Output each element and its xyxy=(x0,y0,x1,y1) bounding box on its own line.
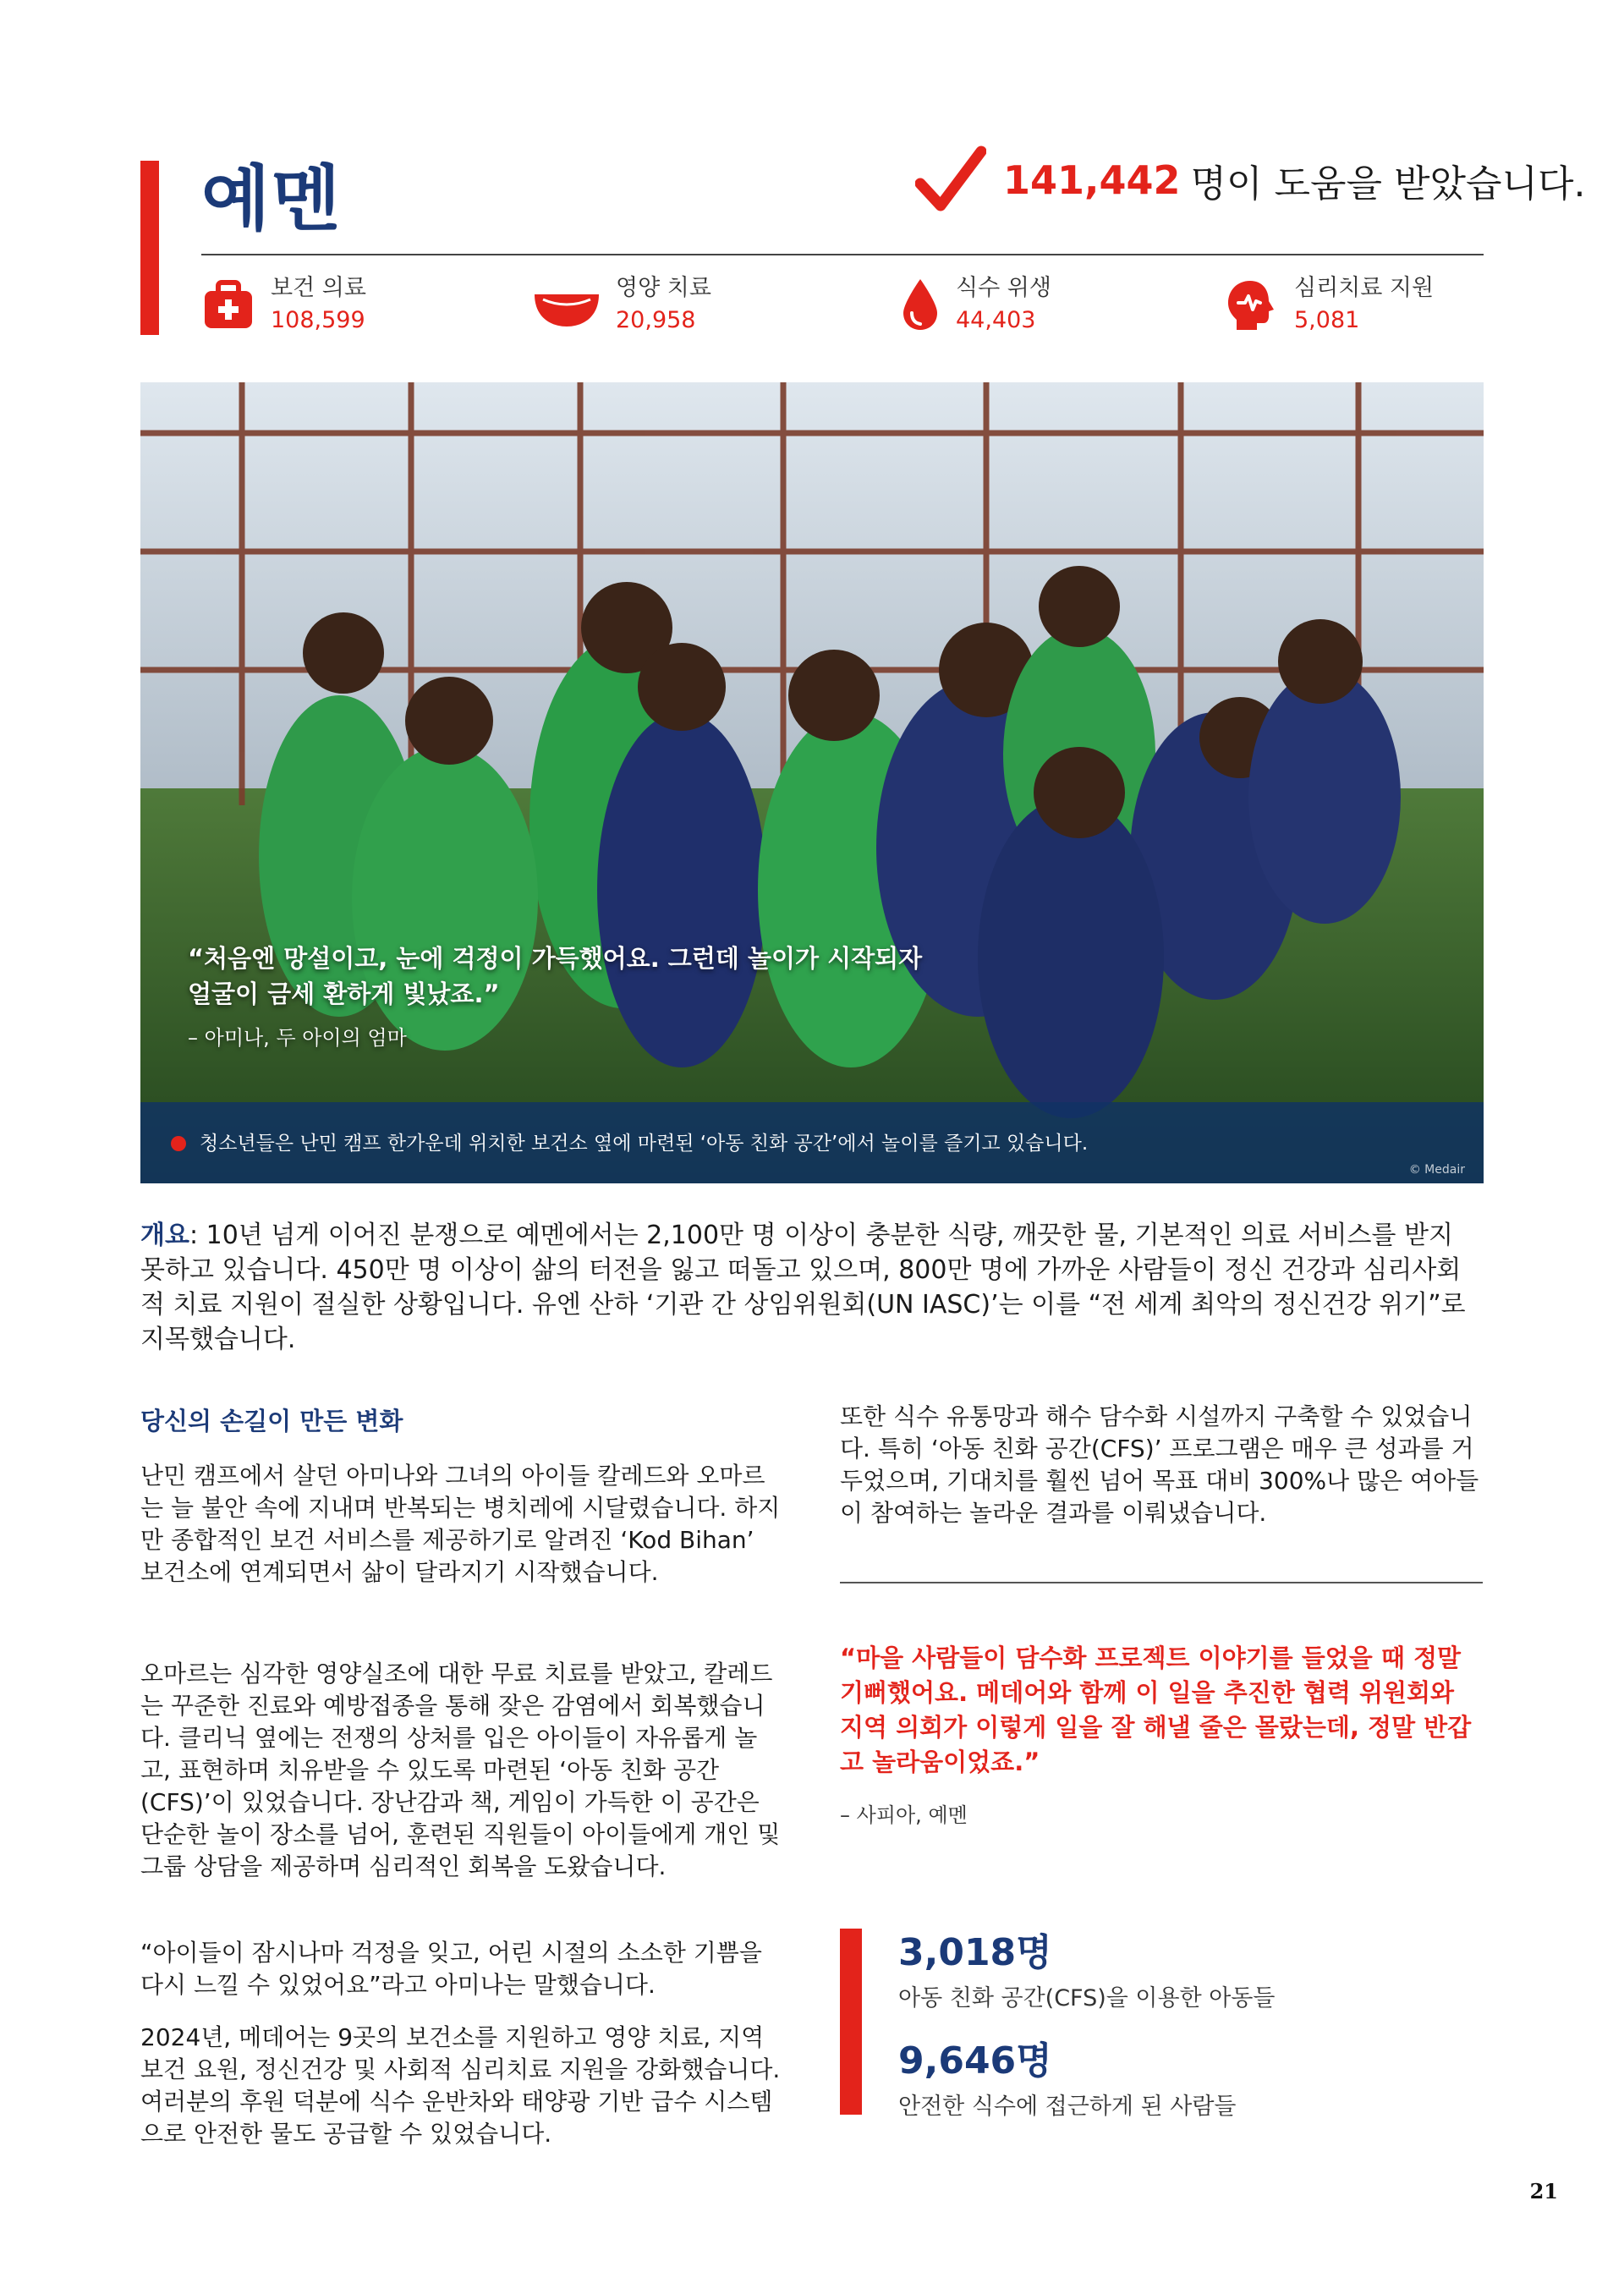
medical-kit-icon xyxy=(201,277,255,332)
story-paragraph-right: 또한 식수 유통망과 해수 담수화 시설까지 구축할 수 있었습니다. 특히 ‘아동 친화 공간(CFS)’ 프로그램은 매우 큰 성과를 거두었으며, 기대치를 훨씬 넘어 목표 대비 300%나 많은 여아들이 참여하는 놀라운 결과를 이뤄냈습니다. xyxy=(840,1402,1479,1527)
bullet-dot-icon xyxy=(171,1136,186,1151)
pull-quote-attribution: – 사피아, 예멘 xyxy=(840,1803,968,1827)
overview-label: 개요 xyxy=(140,1221,189,1250)
hero-photo xyxy=(140,382,1484,1183)
stat-health xyxy=(201,272,366,337)
stat-value: 44,403 xyxy=(956,307,1036,333)
photo-caption: 청소년들은 난민 캠프 한가운데 위치한 보건소 옆에 마련된 ‘아동 친화 공간’에서 놀이를 즐기고 있습니다. xyxy=(200,1133,1089,1155)
helped-count: 141,442 xyxy=(1003,157,1181,203)
water-drop-icon xyxy=(900,277,941,332)
highlights-accent-bar xyxy=(840,1929,862,2115)
bowl-icon xyxy=(533,277,601,332)
overview-text: : 10년 넘게 이어진 분쟁으로 예멘에서는 2,100만 명 이상이 충분한 식량, 깨끗한 물, 기본적인 의료 서비스를 받지 못하고 있습니다. 450만 명 이상이 삶의 터전을 잃고 떠돌고 있으며, 800만 명에 가까운 사람들이 정신 건강과 심리사회적 치료 지원이 절실한 상황입니다. 유엔 산하 ‘기관 간 상임위원회(UN IASC)’는 이를 “전 세계 최악의 정신건강 위기”로 지목했습니다. xyxy=(140,1221,1466,1354)
children-group-photo xyxy=(140,382,1484,1183)
photo-quote-attribution: – 아미나, 두 아이의 엄마 xyxy=(188,1026,407,1050)
stat-label: 보건 의료 xyxy=(271,275,366,301)
mind-heart-icon xyxy=(1225,277,1279,332)
story-paragraph: 난민 캠프에서 살던 아미나와 그녀의 아이들 칼레드와 오마르는 늘 불안 속에 지내며 반복되는 병치레에 시달렸습니다. 하지만 종합적인 보건 서비스를 제공하기로 알려진 ‘Kod Bihan’ 보건소에 연계되면서 삶이 달라지기 시작했습니다. xyxy=(140,1462,781,1586)
pull-quote: “마을 사람들이 담수화 프로젝트 이야기를 들었을 때 정말 기뻐했어요. 메데어와 함께 이 일을 추진한 협력 위원회와 지역 의회가 이렇게 일을 잘 해낼 줄은 몰랐는데, 정말 반갑고 놀라움이었죠.” xyxy=(840,1644,1472,1776)
stat-psych xyxy=(1225,272,1434,337)
stat-value: 108,599 xyxy=(271,307,365,333)
overview-paragraph xyxy=(140,1218,1485,1357)
stat-value: 5,081 xyxy=(1294,307,1360,333)
checkmark-icon xyxy=(915,145,986,216)
photo-quote: “처음엔 망설이고, 눈에 걱정이 가득했어요. 그런데 놀이가 시작되자 얼굴이 금세 환하게 빛났죠.” xyxy=(188,944,923,1008)
stat-label: 심리치료 지원 xyxy=(1294,275,1435,301)
photo-caption-band xyxy=(140,1102,1484,1183)
stat-value: 20,958 xyxy=(616,307,696,333)
page-number: 21 xyxy=(1529,2179,1558,2203)
section-heading: 당신의 손길이 만든 변화 xyxy=(140,1407,403,1435)
highlight-label: 아동 친화 공간(CFS)을 이용한 아동들 xyxy=(898,1985,1276,2011)
highlight-label: 안전한 식수에 접근하게 된 사람들 xyxy=(898,2094,1237,2120)
column-divider xyxy=(840,1582,1483,1583)
page-title: 예멘 xyxy=(201,157,343,240)
stat-label: 영양 치료 xyxy=(616,275,711,301)
story-paragraph: 오마르는 심각한 영양실조에 대한 무료 치료를 받았고, 칼레드는 꾸준한 진료와 예방접종을 통해 잦은 감염에서 회복했습니다. 클리닉 옆에는 전쟁의 상처를 입은 아이들이 자유롭게 놀고, 표현하며 치유받을 수 있도록 마련된 ‘아동 친화 공간(CFS)’이 있었습니다. 장난감과 책, 게임이 가득한 이 공간은 단순한 놀이 장소를 넘어, 훈련된 직원들이 아이들에게 개인 및 그룹 상담을 제공하며 심리적인 회복을 도왔습니다. xyxy=(140,1660,781,1880)
helped-summary xyxy=(915,142,1586,218)
highlight-number: 9,646명 xyxy=(898,2039,1052,2083)
story-paragraph: “아이들이 잠시나마 걱정을 잊고, 어린 시절의 소소한 기쁨을 다시 느낄 수 있었어요”라고 아미나는 말했습니다. xyxy=(140,1939,762,1999)
highlight-number: 3,018명 xyxy=(898,1931,1052,1974)
story-paragraph: 2024년, 메데어는 9곳의 보건소를 지원하고 영양 치료, 지역 보건 요원, 정신건강 및 사회적 심리치료 지원을 강화했습니다. 여러분의 후원 덕분에 식수 운반차와 태양광 기반 급수 시스템으로 안전한 물도 공급할 수 있었습니다. xyxy=(140,2023,781,2148)
stat-water xyxy=(900,272,1051,337)
helped-label: 명이 도움을 받았습니다. xyxy=(1190,162,1586,206)
header-accent-bar xyxy=(140,161,159,335)
stat-nutrition xyxy=(533,272,711,337)
stat-label: 식수 위생 xyxy=(956,275,1051,301)
photo-credit: © Medair xyxy=(1408,1163,1465,1177)
header-divider xyxy=(201,254,1484,255)
